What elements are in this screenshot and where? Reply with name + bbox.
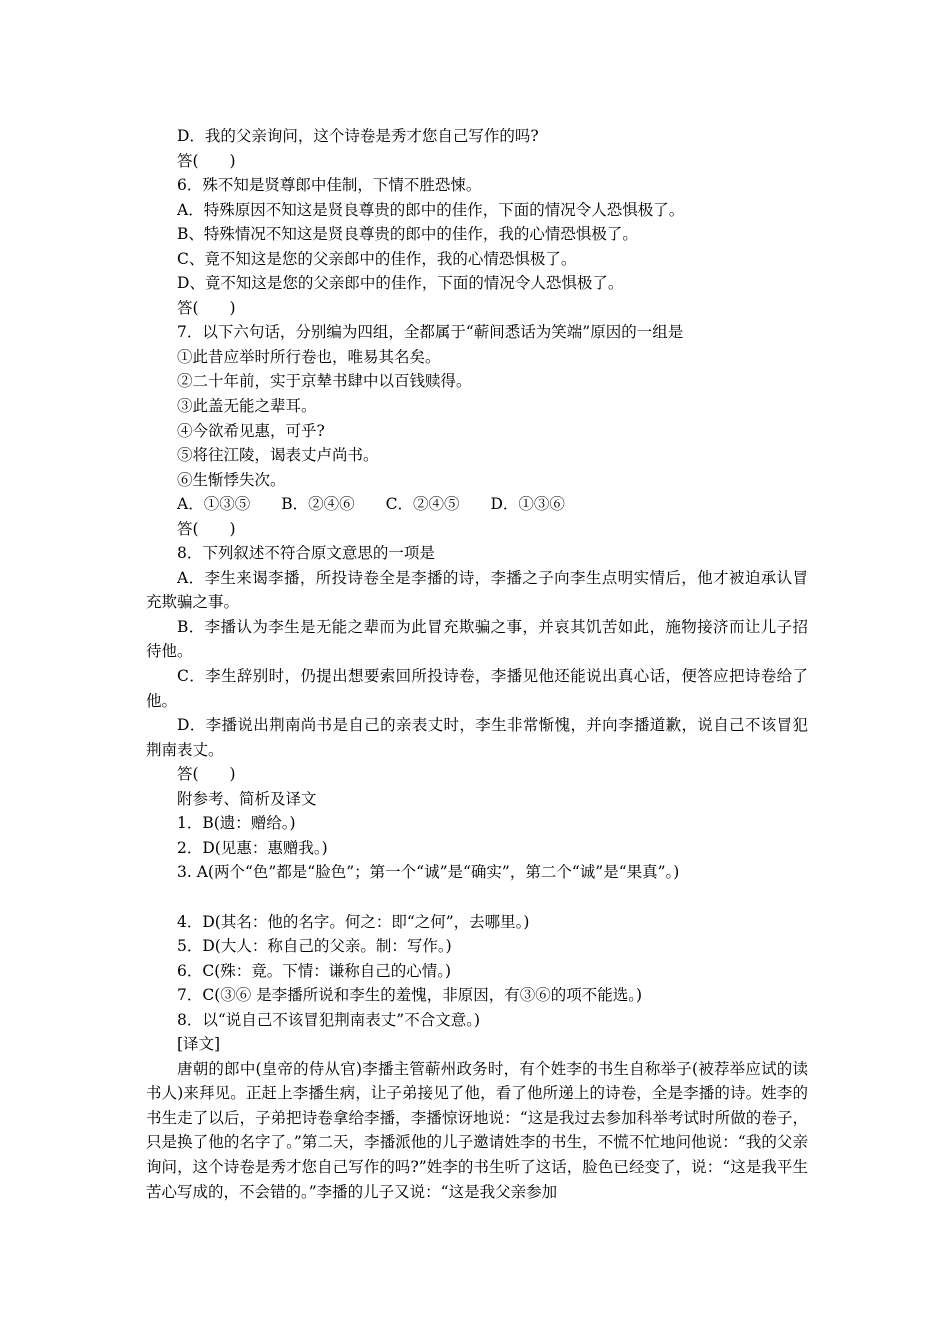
option-paragraph: D．李播说出荆南尚书是自己的亲表丈时，李生非常惭愧，并向李播道歉，说自己不该冒犯荆南表丈。 <box>146 716 808 759</box>
question-6: 6．殊不知是贤尊郎中佳制，下情不胜恐悚。 <box>177 176 482 195</box>
option-line: A．特殊原因不知这是贤良尊贵的郎中的佳作，下面的情况令人恐惧极了。 <box>177 200 685 219</box>
sentence-item: ④今欲希见惠，可乎? <box>177 421 325 440</box>
answer-key-line: 3. A(两个“色”都是“脸色”；第一个“诚”是“确实”，第二个“诚”是“果真”。) <box>177 863 680 882</box>
answer-key-line: 1．B(遗：赠给。) <box>177 814 296 833</box>
blank-line <box>146 885 808 910</box>
option-paragraph: B．李播认为李生是无能之辈而为此冒充欺骗之事，并哀其饥苦如此，施物接济而让儿子招待他。 <box>146 617 808 661</box>
sentence-item: ⑤将往江陵，谒表丈卢尚书。 <box>177 446 379 465</box>
answer-key-line: 4．D(其名：他的名字。何之：即“之何”，去哪里。) <box>177 912 530 931</box>
answer-key-line: 2．D(见惠：惠赠我。) <box>177 838 328 857</box>
sentence-item: ③此盖无能之辈耳。 <box>177 397 317 416</box>
answer-key-line: 8．以“说自己不该冒犯荆南表丈”不合文意。) <box>177 1010 481 1029</box>
answer-key-line: 7．C(③⑥ 是李播所说和李生的羞愧，非原因，有③⑥的项不能选。) <box>177 986 642 1005</box>
document-body <box>146 124 808 1204</box>
option-line: C、竟不知这是您的父亲郎中的佳作，我的心情恐惧极了。 <box>177 249 577 268</box>
option-line: D、竟不知这是您的父亲郎中的佳作，下面的情况令人恐惧极了。 <box>177 274 624 293</box>
answer-key-line: 6．C(殊：竟。下情：谦称自己的心情。) <box>177 961 452 980</box>
reference-heading: 附参考、简析及译文 <box>177 789 317 808</box>
answer-blank: 答( ) <box>177 765 236 784</box>
question-8: 8．下列叙述不符合原文意思的一项是 <box>177 544 435 563</box>
option-paragraph: C．李生辞别时，仍提出想要索回所投诗卷，李播见他还能说出真心话，便答应把诗卷给了他。 <box>146 667 808 710</box>
choice-options: A．①③⑤ B．②④⑥ C．②④⑤ D．①③⑥ <box>177 495 565 514</box>
translation-heading: [译文] <box>177 1035 221 1054</box>
option-line: B、特殊情况不知这是贤良尊贵的郎中的佳作，我的心情恐惧极了。 <box>177 225 638 244</box>
option-line: D．我的父亲询问，这个诗卷是秀才您自己写作的吗? <box>177 127 539 145</box>
answer-key-line: 5．D(大人：称自己的父亲。制：写作。) <box>177 937 452 956</box>
question-7: 7．以下六句话，分别编为四组，全都属于“蕲间悉话为笑端”原因的一组是 <box>177 323 684 342</box>
translation-paragraph: 唐朝的郎中(皇帝的侍从官)李播主管蕲州政务时，有个姓李的书生自称举子(被荐举应试的读书人)来拜见。正赶上李播生病，让子弟接见了他，看了他所递上的诗卷，全是李播的诗。姓李的书生走了以后，子弟把诗卷拿给李播，李播惊讶地说：“这是我过去参加科举考试时所做的卷子，只是换了他的名字了。”第二天，李播派他的儿子邀请姓李的书生，不慌不忙地问他说：“我的父亲询问，这个诗卷是秀才您自己写作的吗?”姓李的书生听了这话，脸色已经变了，说：“这是我平生苦心写成的，不会错的。”李播的儿子又说：“这是我父亲参加 <box>146 1059 808 1201</box>
sentence-item: ①此昔应举时所行卷也，唯易其名矣。 <box>177 347 441 366</box>
option-paragraph: A．李生来谒李播，所投诗卷全是李播的诗，李播之子向李生点明实情后，他才被迫承认冒充欺骗之事。 <box>146 568 808 612</box>
answer-blank: 答( ) <box>177 151 236 170</box>
answer-blank: 答( ) <box>177 298 236 317</box>
answer-blank: 答( ) <box>177 519 236 538</box>
sentence-item: ⑥生惭悸失次。 <box>177 470 286 489</box>
sentence-item: ②二十年前，实于京辇书肆中以百钱赎得。 <box>177 372 472 391</box>
